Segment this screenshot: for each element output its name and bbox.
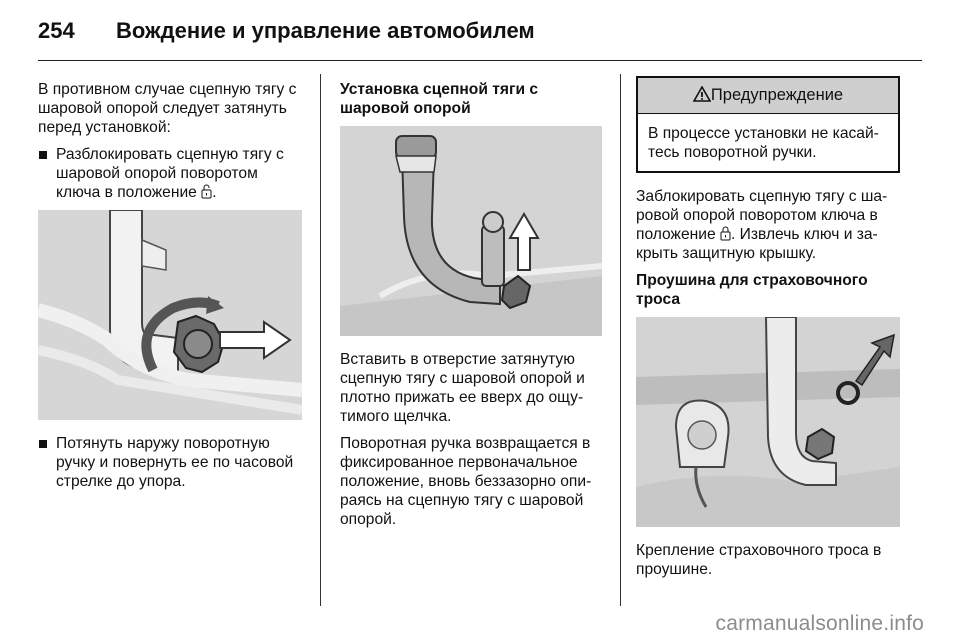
- section-heading-install: Установка сцепной тяги с шаровой опорой: [340, 81, 539, 117]
- illustration-insert-towbar: [340, 126, 602, 336]
- page-title: Вождение и управление автомобилем: [116, 18, 535, 43]
- warning-text: В процессе установки не касай-тесь поворотной ручки.: [648, 125, 879, 161]
- section-heading-eyelet: Проушина для страховочного троса: [636, 272, 868, 308]
- warning-title: Предупреждение: [710, 86, 844, 104]
- column-1: [38, 80, 306, 499]
- unlocked-padlock-icon: [201, 184, 212, 199]
- illustration-unlock-knob: [38, 210, 302, 420]
- paragraph: Вставить в отверстие затянутую сцепную тягу с шаровой опорой и плотно прижать ее вверх до ощу-тимого щелчка.: [340, 351, 585, 425]
- bullet-marker: [38, 145, 56, 202]
- page-header: [38, 18, 535, 48]
- illustration-tow-eyelet: [636, 317, 900, 527]
- bullet-text: Разблокировать сцепную тягу с шаровой опорой поворотом ключа в положение: [56, 146, 284, 201]
- list-item: [38, 434, 306, 491]
- paragraph: [636, 187, 900, 263]
- bullet-text-end: .: [212, 184, 217, 201]
- column-2: [340, 80, 602, 537]
- page-number: 254: [38, 18, 75, 43]
- bullet-marker: [38, 434, 56, 491]
- warning-box: [636, 76, 900, 173]
- warning-header: [638, 78, 898, 114]
- intro-paragraph: В противном случае сцепную тягу с шаровой опорой следует затянуть перед установкой:: [38, 81, 297, 136]
- header-rule: [38, 60, 922, 61]
- list-item: [38, 145, 306, 202]
- locked-padlock-icon: [720, 226, 731, 241]
- paragraph-text: . Извлечь ключ и за-крыть защитную крышку.: [636, 226, 878, 262]
- column-divider-2: [620, 74, 621, 606]
- bullet-text: Потянуть наружу поворотную ручку и повернуть ее по часовой стрелке до упора.: [56, 435, 294, 490]
- column-divider-1: [320, 74, 321, 606]
- column-3: [636, 76, 900, 587]
- paragraph: Поворотная ручка возвращается в фиксированное первоначальное положение, вновь беззазорно опи-раясь на сцепную тягу с шаровой опорой.: [340, 435, 592, 528]
- watermark: carmanualsonline.info: [715, 612, 924, 635]
- image-caption: Крепление страховочного троса в проушине.: [636, 542, 882, 578]
- warning-triangle-icon: [693, 86, 711, 102]
- paragraph-text: Заблокировать сцепную тягу с ша-ровой опорой поворотом ключа в положение: [636, 188, 888, 243]
